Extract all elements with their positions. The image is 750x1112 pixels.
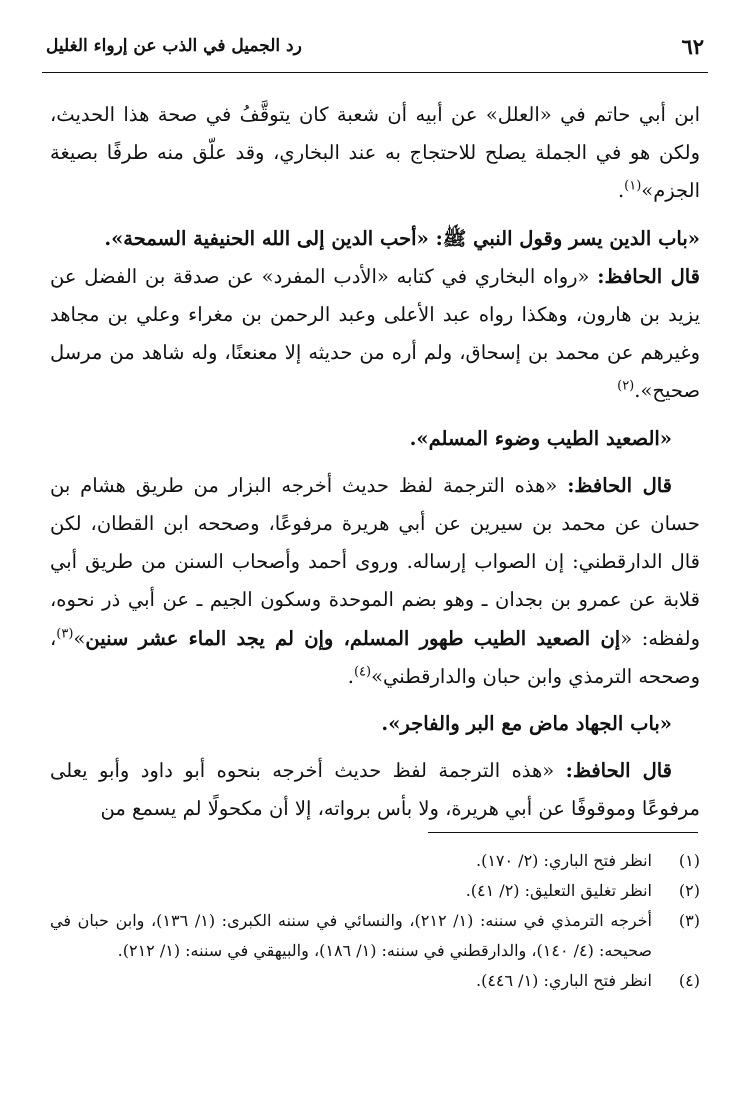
running-title: رد الجميل في الذب عن إرواء الغليل: [46, 36, 302, 56]
chapter-heading-3: «باب الجهاد ماض مع البر والفاجر».: [381, 712, 672, 736]
paragraph-4-text: «هذه الترجمة لفظ حديث أخرجه بنحوه أبو داود وأبو يعلى مرفوعًا وموقوفًا عن أبي هريرة، ولا بأس برواته، إلا أن مكحولًا لم يسمع من: [50, 759, 700, 821]
footnote-number: (١): [678, 851, 700, 870]
footnote-text: انظر فتح الباري: (١/ ٤٤٦).: [475, 971, 652, 990]
chapter-heading-2: «الصعيد الطيب وضوء المسلم».: [409, 426, 672, 450]
footnote-number: (٣): [678, 911, 700, 930]
paragraph-1: [50, 96, 700, 211]
paragraph-3: [50, 467, 700, 696]
footnote-text: انظر فتح الباري: (٢/ ١٧٠).: [475, 851, 652, 870]
footnote-text: أخرجه الترمذي في سننه: (١/ ٢١٢)، والنسائي في سننه الكبرى: (١/ ١٣٦)، وابن حبان في صحيحه: (٤/ ١٤٠)، والدارقطني في سننه: (١/ ١٨٦)، والبيهقي في سننه: (١/ ٢١٢).: [50, 911, 652, 960]
footnote: [50, 966, 700, 996]
footnote: [50, 876, 700, 906]
page-header: [42, 30, 708, 73]
paragraph-3-tail: .: [347, 664, 354, 688]
footnote-ref-4[interactable]: (٤): [353, 664, 372, 680]
paragraph-2-text: «رواه البخاري في كتابه «الأدب المفرد» عن صدقة بن الفضل عن يزيد بن هارون، وهكذا رواه عبد الأعلى وعبد الرحمن بن مغراء وعلي بن مجاهد وغيرهم عن محمد بن إسحاق، ولم أره من حديثه إلا معنعنًا، وله شاهد من مرسل صحيح».: [50, 264, 700, 403]
chapter-heading-1: «باب الدين يسر وقول النبي ﷺ: «أحب الدين إلى الله الحنيفية السمحة».: [104, 226, 700, 250]
footnote-ref-2[interactable]: (٢): [617, 378, 635, 394]
footnote: [50, 906, 700, 966]
paragraph-3-text-2: ، وصححه الترمذي وابن حبان والدارقطني»: [50, 626, 700, 688]
footnotes: [50, 846, 700, 996]
paragraph-3-text: «هذه الترجمة لفظ حديث أخرجه البزار من طريق هشام بن حسان عن محمد بن سيرين عن أبي هريرة مرفوعًا، وصححه ابن القطان، لكن قال الدارقطني: إن الصواب إرساله. وروى أحمد وأصحاب السنن من طريق أبي قلابة عن عمرو بن بجدان ـ وهو بضم الموحدة وسكون الجيم ـ عن أبي ذر نحوه، ولفظه: «: [50, 473, 701, 650]
hafiz-label: قال الحافظ:: [567, 473, 673, 497]
paragraph-4: [50, 752, 700, 828]
quote-close: »: [73, 626, 86, 650]
hafiz-label: قال الحافظ:: [565, 759, 673, 783]
paragraph-1-tail: .: [617, 179, 625, 203]
footnote-divider: [428, 832, 698, 833]
footnote-text: انظر تغليق التعليق: (٢/ ٤١).: [465, 881, 652, 900]
main-text: [50, 96, 700, 829]
footnote-ref-3[interactable]: (٣): [56, 626, 74, 642]
footnote-ref-1[interactable]: (١): [624, 178, 642, 194]
paragraph-2: [50, 258, 700, 411]
page-number: ٦٢: [681, 34, 704, 59]
paragraph-1-text: ابن أبي حاتم في «العلل» عن أبيه أن شعبة كان يتوقَّفُ في صحة هذا الحديث، ولكن هو في الجملة يصلح للاحتجاج به عند البخاري، وقد علّق منه طرفًا بصيغة الجزم»: [50, 103, 700, 203]
footnote-number: (٢): [678, 881, 700, 900]
footnote: [50, 846, 700, 876]
footnote-number: (٤): [678, 971, 700, 990]
hadith-quote: إن الصعيد الطيب طهور المسلم، وإن لم يجد الماء عشر سنين: [85, 626, 621, 650]
hafiz-label: قال الحافظ:: [597, 264, 701, 288]
